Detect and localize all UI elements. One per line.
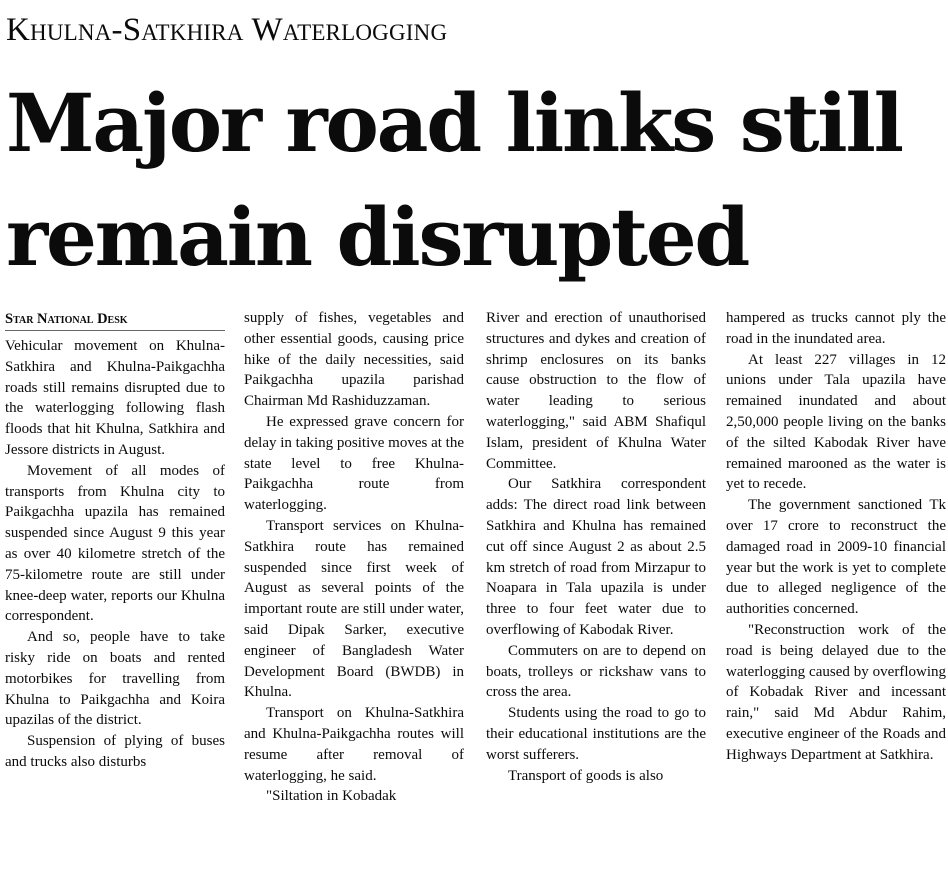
paragraph: And so, people have to take risky ride on boats and rented motorbikes for travelling from Khulna to Paikgachha and Koira upazilas of the district. — [5, 629, 225, 729]
article-headline — [6, 66, 942, 294]
paragraph: Movement of all modes of transports from Khulna city to Paikgachha upazila has remained suspended since August 9 this year as over 40 kilometre stretch of the 75-kilometre route are still under knee-deep water, reports our Khulna correspondent. — [5, 462, 225, 625]
paragraph: River and erection of unauthorised structures and dykes and creation of shrimp enclosures on its banks cause obstruction to the flow of water leading to serious waterlogging," said ABM Shafiqul Islam, president of Khulna Water Committee. — [486, 310, 706, 472]
paragraph: Suspension of plying of buses and trucks also disturbs — [5, 733, 225, 770]
paragraph: At least 227 villages in 12 unions under Tala upazila have remained inundated and about 2,50,000 people living on the banks of the silted Kabodak River have remained marooned as the water is yet to recede. — [726, 351, 946, 493]
article-column-2 — [244, 308, 464, 807]
paragraph: The government sanctioned Tk over 17 crore to reconstruct the damaged road in 2009-10 financial year but the work is yet to complete due to alleged negligence of the authorities concerned. — [726, 497, 946, 618]
article-column-3 — [486, 308, 706, 786]
paragraph: Commuters on are to depend on boats, trolleys or rickshaw vans to cross the area. — [486, 642, 706, 701]
paragraph: Students using the road to go to their educational institutions are the worst sufferers. — [486, 705, 706, 763]
paragraph: Transport services on Khulna-Satkhira route has remained suspended since first week of August as several points of the important route are still under water, said Dipak Sarker, executive engineer of Bangladesh Water Development Board (BWDB) in Khulna. — [244, 517, 464, 701]
paragraph: He expressed grave concern for delay in taking positive moves at the state level to free Khulna-Paikgachha route from waterlogging. — [244, 413, 464, 514]
paragraph: Transport of goods is also — [508, 767, 664, 784]
article-column-4 — [726, 308, 946, 766]
paragraph: Transport on Khulna-Satkhira and Khulna-Paikgachha routes will resume after removal of waterlogging, he said. — [244, 705, 464, 784]
paragraph: Our Satkhira correspondent adds: The direct road link between Satkhira and Khulna has remained cut off since August 2 as about 2.5 km stretch of road from Mirzapur to Noapara in Tala upazila is under three to four feet water due to overflowing of Kabodak River. — [486, 476, 706, 638]
paragraph: hampered as trucks cannot ply the road in the inundated area. — [726, 310, 946, 347]
paragraph: supply of fishes, vegetables and other essential goods, causing price hike of the daily necessities, said Paikgachha upazila parishad Chairman Md Rashiduzzaman. — [244, 310, 464, 410]
paragraph: "Siltation in Kobadak — [266, 788, 397, 805]
headline-line-2: remain disrupted — [6, 190, 749, 284]
article-column-1 — [5, 308, 225, 773]
paragraph: "Reconstruction work of the road is being delayed due to the waterlogging caused by overflowing of Kobadak River and incessant rain," said Md Abdur Rahim, executive engineer of the Roads and Highways Department at Satkhira. — [726, 621, 946, 763]
byline: Star National Desk — [5, 308, 225, 331]
headline-line-1: Major road links still — [6, 76, 902, 170]
article-kicker: Khulna-Satkhira Waterlogging — [6, 12, 448, 48]
paragraph: Vehicular movement on Khulna-Satkhira and Khulna-Paikgachha roads still remains disrupted due to the waterlogging following flash floods that hit Khulna, Satkhira and Jessore districts in August. — [5, 338, 225, 458]
